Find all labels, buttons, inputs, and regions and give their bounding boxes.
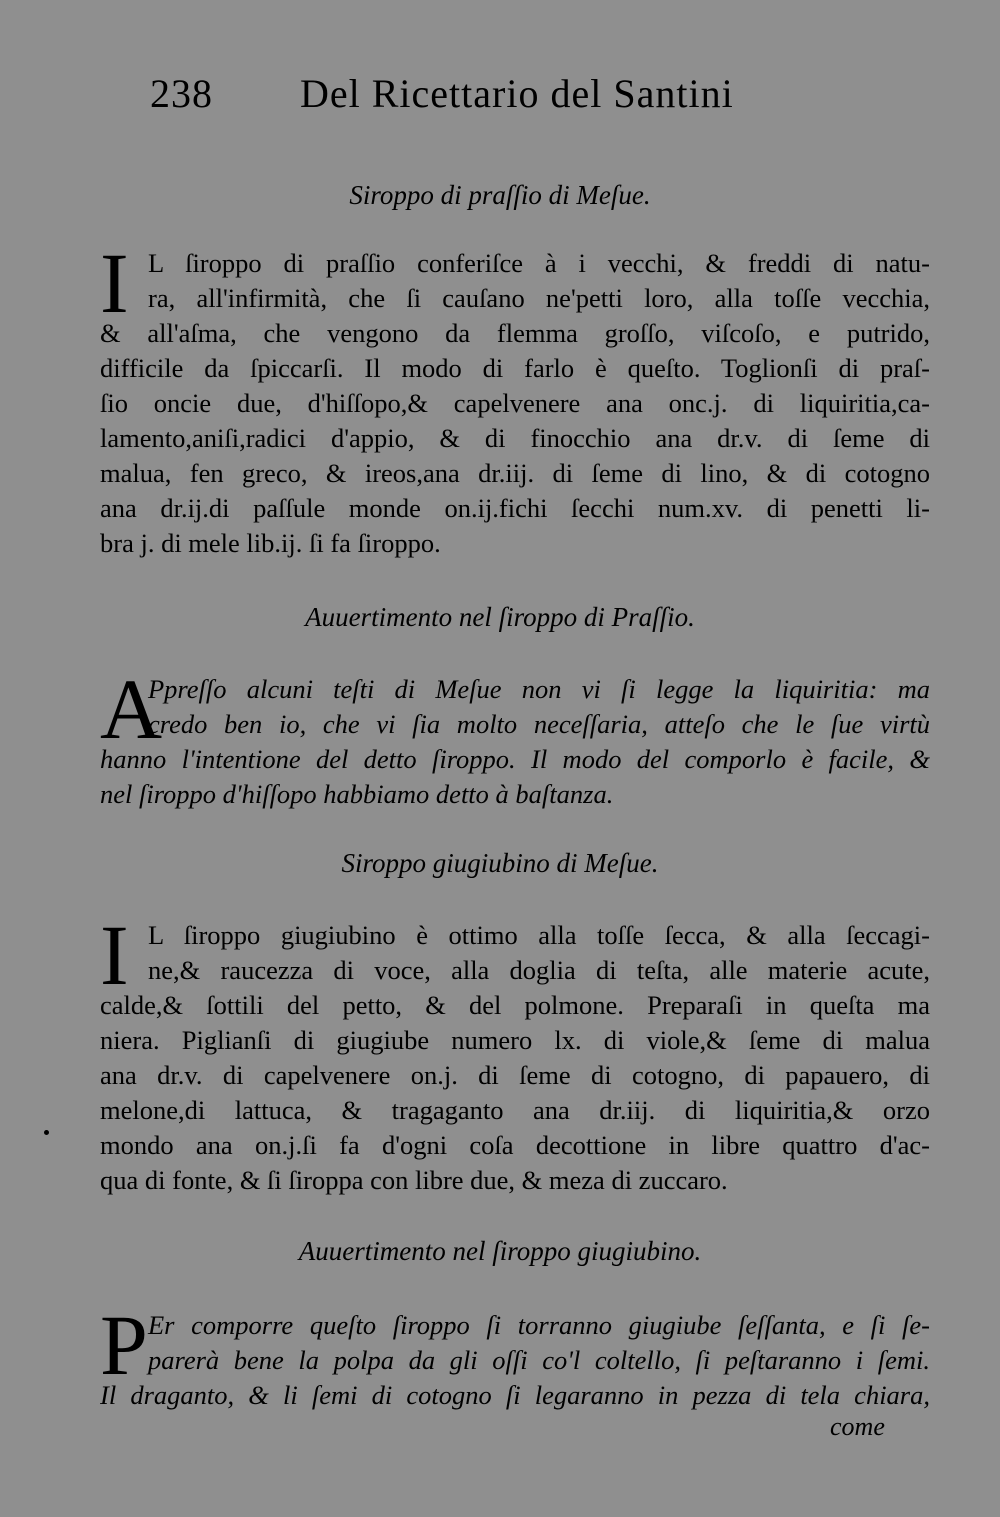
text-line: melone,di lattuca, & tragaganto ana dr.iij. di liquiritia,& orzo: [100, 1095, 930, 1125]
running-head: [150, 70, 770, 130]
running-title: Del Ricettario del Santini: [300, 71, 734, 116]
text-line: ſio oncie due, d'hiſſopo,& capelvenere ana onc.j. di liquiritia,ca-: [100, 388, 930, 418]
text-line: ana dr.ij.di paſſule monde on.ij.fichi ſecchi num.xv. di penetti li-: [100, 493, 930, 523]
text-line: bra j. di mele lib.ij. ſi fa ſiroppo.: [100, 528, 441, 558]
text-line: lamento,aniſi,radici d'appio, & di finocchio ana dr.v. di ſeme di: [100, 423, 930, 453]
section-heading: Auuertimento nel ſiroppo di Praſſio.: [305, 602, 695, 632]
paragraph: [100, 907, 930, 1198]
text-line: Er comporre queſto ſiroppo ſi torranno giugiube ſeſſanta, e ſi ſe-: [148, 1310, 930, 1340]
text-line: Ppreſſo alcuni teſti di Meſue non vi ſi legge la liquiritia: ma: [148, 674, 930, 704]
section-heading: Auuertimento nel ſiroppo giugiubino.: [298, 1236, 702, 1266]
page-number: 238: [150, 71, 213, 116]
catchword: come: [830, 1412, 885, 1441]
text-line: hanno l'intentione del detto ſiroppo. Il modo del comporlo è facile, &: [100, 744, 930, 774]
text-line: nel ſiroppo d'hiſſopo habbiamo detto à baſtanza.: [100, 779, 614, 809]
text-line: ra, all'infirmità, che ſi cauſano ne'petti loro, alla toſſe vecchia,: [148, 283, 930, 313]
section-heading: Siroppo di praſſio di Meſue.: [349, 180, 651, 210]
text-line: niera. Piglianſi di giugiube numero lx. di viole,& ſeme di malua: [100, 1025, 930, 1055]
text-line: malua, fen greco, & ireos,ana dr.iij. di ſeme di lino, & di cotogno: [100, 458, 930, 488]
section-heading: Siroppo giugiubino di Meſue.: [341, 848, 659, 878]
drop-cap: A: [100, 661, 163, 757]
text-line: L ſiroppo giugiubino è ottimo alla toſſe ſecca, & alla ſeccagi-: [148, 920, 930, 950]
text-line: Il draganto, & li ſemi di cotogno ſi legaranno in pezza di tela chiara,: [100, 1380, 930, 1410]
drop-cap: I: [100, 235, 129, 331]
paragraph: [100, 1297, 930, 1413]
text-line: L ſiroppo di praſſio conferiſce à i vecchi, & freddi di natu-: [148, 248, 930, 278]
ink-speck: [44, 1130, 49, 1135]
text-line: & all'aſma, che vengono da flemma groſſo, viſcoſo, e putrido,: [100, 318, 930, 348]
drop-cap: I: [100, 907, 129, 1003]
text-line: credo ben io, che vi ſia molto neceſſaria, atteſo che le ſue virtù: [148, 709, 930, 739]
text-line: qua di fonte, & ſi ſiroppa con libre due, & meza di zuccaro.: [100, 1165, 728, 1195]
paragraph: [100, 661, 930, 812]
text-line: calde,& ſottili del petto, & del polmone. Preparaſi in queſta ma: [100, 990, 930, 1020]
text-line: ana dr.v. di capelvenere on.j. di ſeme di cotogno, di papauero, di: [100, 1060, 930, 1090]
text-line: difficile da ſpiccarſi. Il modo di farlo è queſto. Toglionſi di praſ-: [100, 353, 930, 383]
text-line: parerà bene la polpa da gli oſſi co'l coltello, ſi peſtaranno i ſemi.: [148, 1345, 930, 1375]
drop-cap: P: [100, 1297, 148, 1393]
text-line: ne,& raucezza di voce, alla doglia di teſta, alle materie acute,: [148, 955, 930, 985]
paragraph: [100, 235, 930, 561]
text-line: mondo ana on.j.ſi fa d'ogni coſa decottione in libre quattro d'ac-: [100, 1130, 930, 1160]
